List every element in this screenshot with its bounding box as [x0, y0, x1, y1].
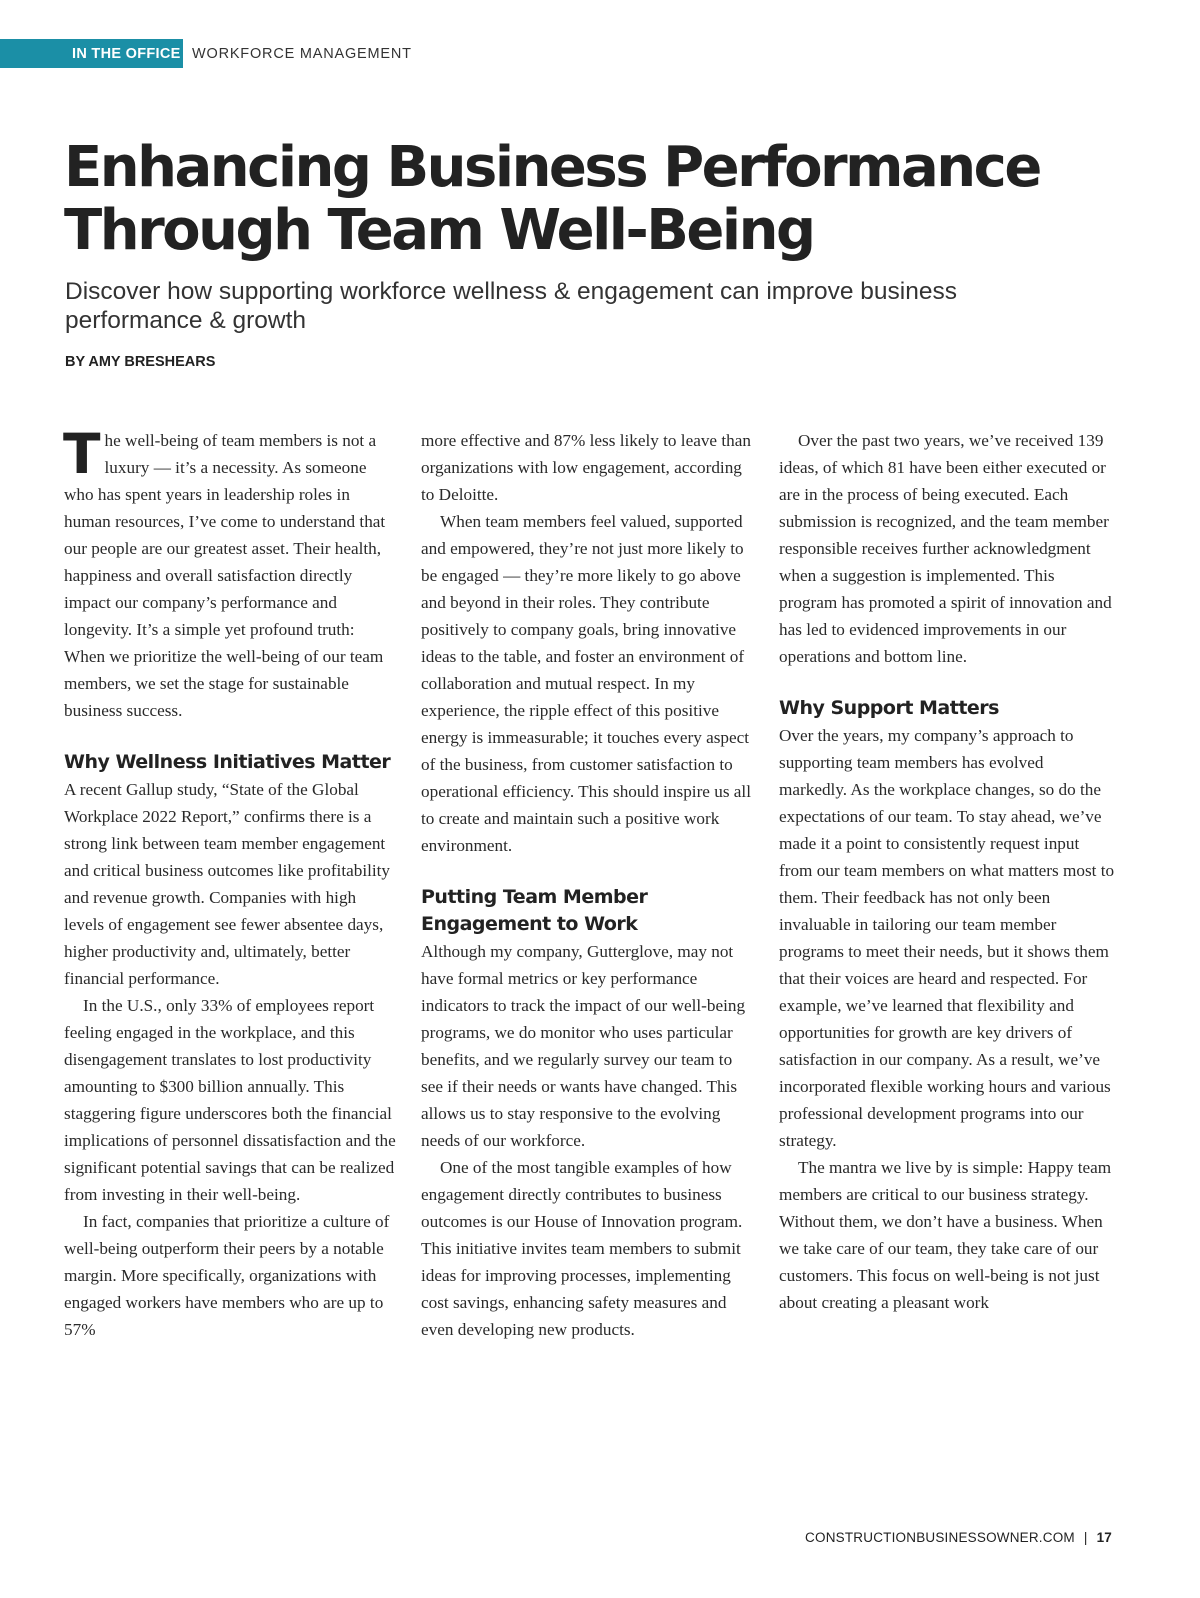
- title-line-1: Enhancing Business Performance: [64, 135, 1040, 200]
- drop-cap: T: [63, 422, 101, 486]
- paragraph: In fact, companies that prioritize a culture of well-being outperform their peers by a notable margin. More specifically, organizations with engaged workers have members who are up to 57%: [64, 1212, 390, 1339]
- section-heading: Why Support Matters: [779, 697, 999, 719]
- article-subhead: Discover how supporting workforce wellness & engagement can improve business performance & growth: [65, 278, 957, 334]
- paragraph-text: he well-being of team members is not a luxury — it’s a necessity. As someone who has spent years in leadership roles in human resources, I’ve come to understand that our people are our greatest asset. Their health, happiness and overall satisfaction directly impact our company’s performance and longevity. It’s a simple yet profound truth: When we prioritize the well-being of our team members, we set the stage for sustainable business success.: [64, 431, 386, 720]
- paragraph: Although my company, Gutterglove, may not have formal metrics or key performance indicators to track the impact of our well-being programs, we do monitor who uses particular benefits, and we regularly survey our team to see if their needs or wants have changed. This allows us to stay responsive to the evolving needs of our workforce.: [421, 942, 746, 1150]
- column-3: [779, 427, 1115, 1316]
- title-line-2: Through Team Well-Being: [64, 198, 814, 263]
- paragraph: When team members feel valued, supported and empowered, they’re not just more likely to be engaged — they’re more likely to go above and beyond in their roles. They contribute positively to company goals, bring innovative ideas to the table, and foster an environment of collaboration and mutual respect. In my experience, the ripple effect of this positive energy is immeasurable; it touches every aspect of the business, from customer satisfaction to operational efficiency. This should inspire us all to create and maintain such a positive work environment.: [421, 512, 751, 855]
- column-1: [63, 422, 399, 1343]
- byline: BY AMY BRESHEARS: [65, 354, 216, 370]
- section-tag: [0, 39, 412, 68]
- page-number: 17: [1096, 1530, 1112, 1545]
- section-heading: Putting Team Member Engagement to Work: [421, 886, 648, 935]
- column-2: [421, 427, 757, 1343]
- paragraph: The mantra we live by is simple: Happy team members are critical to our business strategy. Without them, we don’t have a business. When we take care of our team, they take care of our customers. This focus on well-being is not just about creating a pleasant work: [779, 1158, 1112, 1312]
- paragraph: [63, 422, 399, 724]
- paragraph: In the U.S., only 33% of employees report feeling engaged in the workplace, and this disengagement translates to lost productivity amounting to $300 billion annually. This staggering figure underscores both the financial implications of personnel dissatisfaction and the significant potential savings that can be realized from investing in their well-being.: [64, 996, 396, 1204]
- paragraph: A recent Gallup study, “State of the Global Workplace 2022 Report,” confirms there is a strong link between team member engagement and critical business outcomes like profitability and revenue growth. Companies with high levels of engagement see fewer absentee days, higher productivity and, ultimately, better financial performance.: [64, 780, 391, 988]
- paragraph: One of the most tangible examples of how engagement directly contributes to business outcomes is our House of Innovation program. This initiative invites team members to submit ideas for improving processes, implementing cost savings, enhancing safety measures and even developing new products.: [421, 1158, 743, 1339]
- footer-separator: |: [1083, 1530, 1088, 1545]
- footer-site: CONSTRUCTIONBUSINESSOWNER.COM: [805, 1530, 1075, 1545]
- article-title: [64, 136, 1064, 262]
- section-heading: Why Wellness Initiatives Matter: [64, 751, 391, 773]
- paragraph: Over the years, my company’s approach to supporting team members has evolved markedly. As the workplace changes, so do the expectations of our team. To stay ahead, we’ve made it a point to consistently request input from our team members on what matters most to them. Their feedback has not only been invaluable in tailoring our team member programs to meet their needs, but it shows them that their voices are heard and respected. For example, we’ve learned that flexibility and opportunities for growth are key drivers of satisfaction in our company. As a result, we’ve incorporated flexible working hours and various professional development programs into our strategy.: [779, 726, 1115, 1150]
- subsection-label: WORKFORCE MANAGEMENT: [192, 45, 412, 62]
- page-footer: [805, 1530, 1112, 1545]
- paragraph: Over the past two years, we’ve received 139 ideas, of which 81 have been either executed or are in the process of being executed. Each submission is recognized, and the team member responsible receives further acknowledgment when a suggestion is implemented. This program has promoted a spirit of innovation and has led to evidenced improvements in our operations and bottom line.: [779, 431, 1112, 666]
- paragraph: more effective and 87% less likely to leave than organizations with low engagement, according to Deloitte.: [421, 431, 751, 504]
- section-label: IN THE OFFICE: [0, 39, 183, 68]
